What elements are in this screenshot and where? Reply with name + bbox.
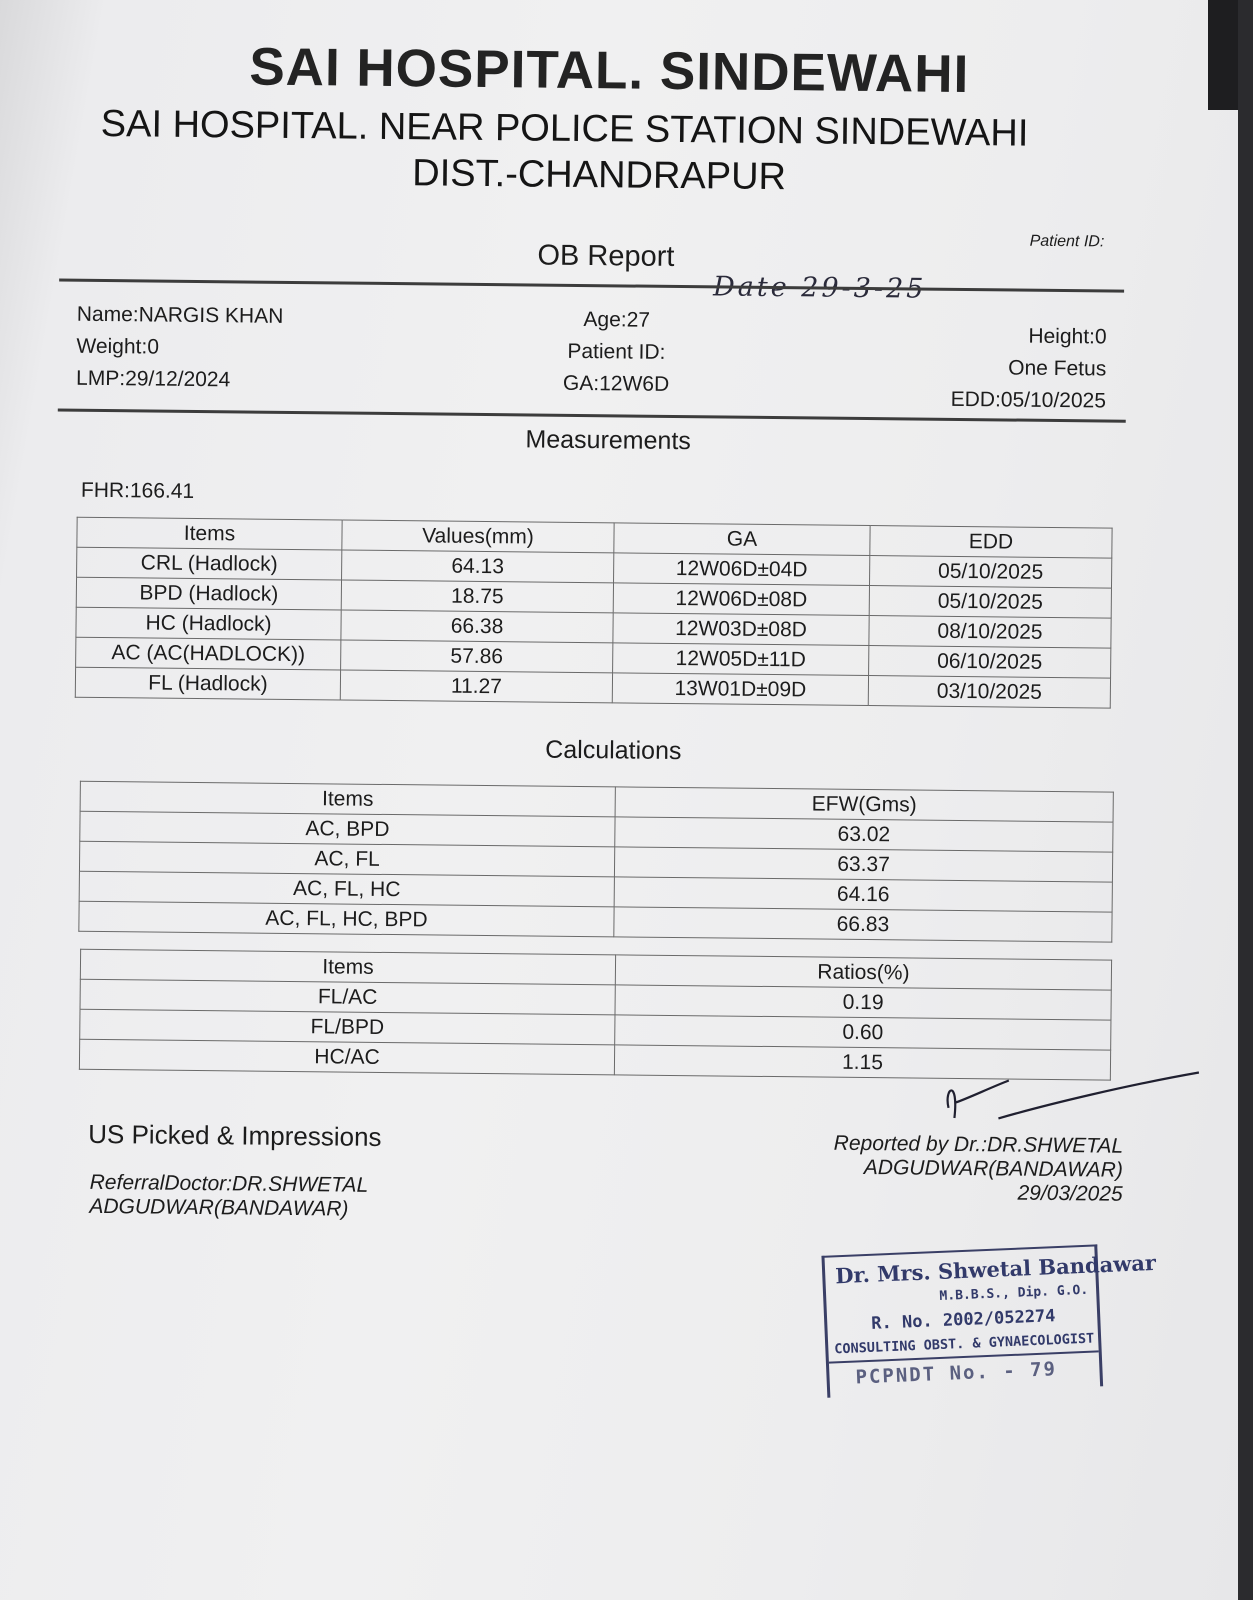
- table-cell: 0.60: [615, 1015, 1111, 1050]
- patient-edd: EDD:05/10/2025: [950, 387, 1107, 413]
- table-cell: CRL (Hadlock): [77, 547, 342, 580]
- patient-middle: [546, 304, 687, 401]
- table-cell: FL/AC: [80, 979, 615, 1015]
- reported-date: 29/03/2025: [1017, 1181, 1123, 1206]
- divider-top: [59, 279, 1124, 293]
- table-cell: AC (AC(HADLOCK)): [76, 637, 341, 670]
- report-sheet: [0, 8, 1225, 1600]
- table-cell: 66.38: [341, 610, 613, 643]
- measurements-heading: Measurements: [525, 425, 692, 456]
- hospital-address: SAI HOSPITAL. NEAR POLICE STATION SINDEWAHI: [100, 102, 1029, 155]
- table-cell: FL (Hadlock): [75, 667, 340, 700]
- table-cell: FL/BPD: [80, 1009, 615, 1045]
- table-cell: 05/10/2025: [869, 556, 1111, 589]
- stamp-name: Dr. Mrs. Shwetal Bandawar: [834, 1249, 1157, 1289]
- reported-line: ADGUDWAR(BANDAWAR): [863, 1156, 1124, 1182]
- col-header: EDD: [870, 526, 1112, 559]
- header-patient-id: Patient ID:: [1029, 232, 1105, 251]
- patient-height: Height:0: [1028, 324, 1107, 349]
- table-cell: 08/10/2025: [869, 616, 1111, 649]
- table-cell: 0.19: [615, 985, 1111, 1020]
- table-cell: AC, FL, HC, BPD: [79, 901, 614, 937]
- stamp-degree: M.B.B.S., Dip. G.O.: [939, 1282, 1089, 1304]
- patient-name: Name:NARGIS KHAN: [76, 302, 284, 328]
- table-cell: 1.15: [614, 1045, 1110, 1080]
- table-cell: 06/10/2025: [869, 646, 1111, 679]
- table-cell: 64.16: [614, 877, 1112, 912]
- col-header: Items: [80, 949, 615, 985]
- hospital-district: DIST.-CHANDRAPUR: [412, 152, 787, 199]
- col-header: GA: [614, 523, 870, 556]
- patient-id: Patient ID:: [567, 339, 666, 364]
- referral-line: ReferralDoctor:DR.SHWETAL: [89, 1170, 369, 1197]
- table-cell: HC/AC: [79, 1039, 614, 1075]
- table-cell: 05/10/2025: [869, 586, 1111, 619]
- stamp-pcpndt: PCPNDT No. - 79: [855, 1358, 1058, 1389]
- col-header: Items: [80, 781, 615, 817]
- table-cell: 63.02: [615, 817, 1113, 852]
- table-cell: 03/10/2025: [868, 676, 1110, 709]
- patient-ga: GA:12W6D: [562, 371, 670, 396]
- col-header: Values(mm): [342, 520, 614, 553]
- patient-lmp: LMP:29/12/2024: [76, 366, 231, 392]
- fhr-value: FHR:166.41: [80, 478, 195, 503]
- col-header: Items: [77, 517, 342, 550]
- patient-weight: Weight:0: [76, 334, 160, 359]
- table-cell: 12W03D±08D: [613, 613, 869, 646]
- table-cell: AC, FL: [79, 841, 614, 877]
- efw-table: [78, 781, 1114, 943]
- doctor-stamp: [821, 1244, 1157, 1397]
- signature: [928, 1058, 1209, 1141]
- table-cell: 63.37: [614, 847, 1112, 882]
- stamp-specialty: CONSULTING OBST. & GYNAECOLOGIST: [834, 1330, 1095, 1358]
- hospital-title: SAI HOSPITAL. SINDEWAHI: [249, 37, 970, 105]
- table-cell: 11.27: [340, 670, 612, 703]
- table-cell: AC, FL, HC: [79, 871, 614, 907]
- reported-by: [833, 1132, 1123, 1207]
- patient-left: [76, 299, 284, 397]
- col-header: Ratios(%): [615, 955, 1111, 990]
- table-cell: 12W06D±08D: [613, 583, 869, 616]
- table-cell: AC, BPD: [80, 811, 615, 847]
- report-title: OB Report: [537, 239, 675, 273]
- table-cell: HC (Hadlock): [76, 607, 341, 640]
- stamp-reg-no: R. No. 2002/052274: [870, 1306, 1056, 1334]
- measurements-table: [75, 517, 1113, 709]
- table-cell: 12W06D±04D: [614, 553, 870, 586]
- col-header: EFW(Gms): [615, 787, 1113, 822]
- patient-right: [886, 319, 1107, 417]
- table-cell: 18.75: [341, 580, 613, 613]
- calculations-heading: Calculations: [545, 735, 682, 766]
- referral-line: ADGUDWAR(BANDAWAR): [89, 1194, 349, 1221]
- table-cell: 13W01D±09D: [612, 673, 868, 706]
- us-picked-heading: US Picked & Impressions: [88, 1118, 382, 1152]
- referral-doctor: [89, 1171, 368, 1222]
- table-cell: BPD (Hadlock): [76, 577, 341, 610]
- reported-line: Reported by Dr.:DR.SHWETAL: [833, 1131, 1124, 1158]
- table-cell: 64.13: [342, 550, 614, 583]
- table-cell: 66.83: [614, 907, 1112, 942]
- patient-age: Age:27: [583, 308, 651, 332]
- table-cell: 12W05D±11D: [613, 643, 869, 676]
- table-cell: 57.86: [341, 640, 613, 673]
- patient-fetus: One Fetus: [1008, 356, 1107, 381]
